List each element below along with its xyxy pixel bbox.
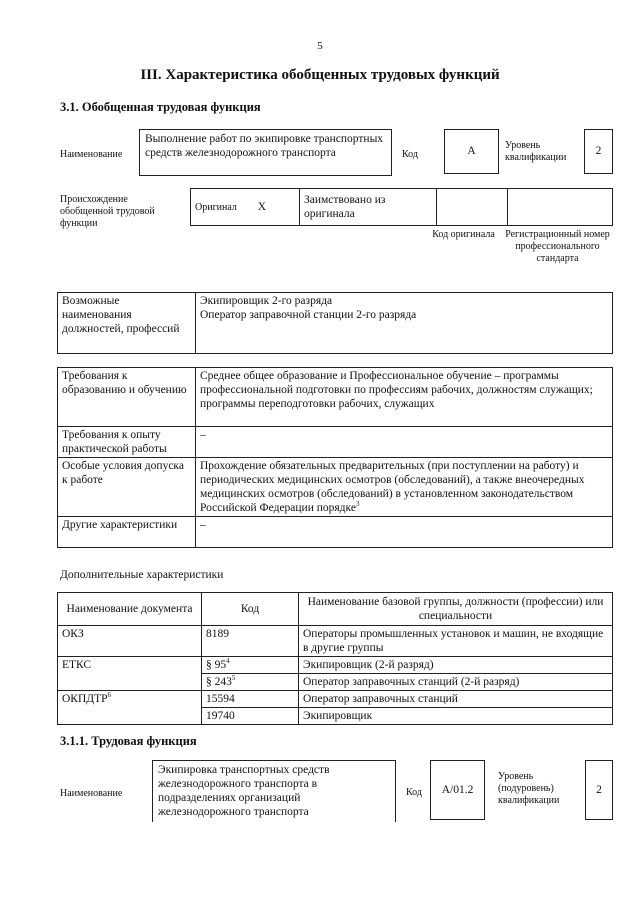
footnote-ref: 4 xyxy=(226,657,230,666)
etks-name: Экипировщик (2-й разряд) xyxy=(299,657,613,674)
etks-doc: ЕТКС xyxy=(58,657,202,691)
tf-name-label: Наименование xyxy=(60,788,123,799)
okpdtr-doc: ОКПДТР xyxy=(62,693,108,705)
gtf-code-value: А xyxy=(444,129,499,174)
gtf-level-label: Уровень квалификации xyxy=(505,140,567,163)
original-mark: Х xyxy=(257,201,267,213)
col-header-name: Наименование базовой группы, должности (профессии) или специальности xyxy=(299,593,613,626)
original-label: Оригинал xyxy=(195,202,237,213)
okz-doc: ОКЗ xyxy=(58,626,202,657)
borrowed-label: Заимствовано из оригинала xyxy=(300,189,437,226)
requirements-table xyxy=(57,367,613,548)
okz-name: Операторы промышленных установок и машин, не входящие в другие группы xyxy=(299,626,613,657)
gtf-level-value: 2 xyxy=(584,129,613,174)
page-number: 5 xyxy=(317,40,323,52)
gtf-code-label: Код xyxy=(402,149,418,160)
col-header-code: Код xyxy=(202,593,299,626)
gtf-name-value: Выполнение работ по экипировке транспортных средств железнодорожного транспорта xyxy=(139,129,392,176)
table-row xyxy=(58,657,613,674)
position-item: Оператор заправочной станции 2-го разряда xyxy=(200,309,417,321)
tf-name-value: Экипировка транспортных средств железнодорожного транспорта в подразделениях организаций железнодорожного транспорта xyxy=(152,760,396,822)
req-other-label: Другие характеристики xyxy=(58,517,196,548)
tf-code-label: Код xyxy=(406,787,422,798)
req-experience-label: Требования к опыту практической работы xyxy=(58,427,196,458)
positions-table xyxy=(57,292,613,354)
req-admission-value: Прохождение обязательных предварительных (при поступлении на работу) и периодических медицинских осмотров (обследований), а также внеочередных медицинских осмотров (обследований) в установленном законодательством Российской Федерации порядке xyxy=(200,460,585,514)
section-title: III. Характеристика обобщенных трудовых функций xyxy=(140,67,500,83)
footnote-ref: 3 xyxy=(355,500,360,509)
req-admission-label: Особые условия допуска к работе xyxy=(58,458,196,517)
col-header-document: Наименование документа xyxy=(58,593,202,626)
okpdtr-name: Оператор заправочных станций xyxy=(299,691,613,708)
origin-table xyxy=(190,188,613,226)
okz-code: 8189 xyxy=(202,626,299,657)
gtf-origin-label: Происхождение обобщенной трудовой функции xyxy=(60,194,155,229)
table-row xyxy=(58,691,613,708)
okpdtr-code: 15594 xyxy=(202,691,299,708)
req-experience-value: – xyxy=(196,427,613,458)
footnote-ref: 6 xyxy=(107,691,112,700)
table-row xyxy=(58,626,613,657)
gtf-heading: 3.1. Обобщенная трудовая функция xyxy=(60,100,261,114)
tf-level-value: 2 xyxy=(585,760,613,820)
okpdtr-name: Экипировщик xyxy=(299,708,613,725)
orig-code-cell xyxy=(437,189,508,226)
etks-code: § 95 xyxy=(206,659,227,671)
etks-code: § 243 xyxy=(206,676,232,688)
req-education-value: Среднее общее образование и Профессиональное обучение – программы профессиональной подготовки по профессиям рабочих, должностям служащих; программы переподготовки рабочих, служащих xyxy=(196,368,613,427)
footnote-ref: 5 xyxy=(231,674,236,683)
reg-number-cell xyxy=(508,189,613,226)
gtf-name-label: Наименование xyxy=(60,149,123,160)
position-item: Экипировщик 2-го разряда xyxy=(200,295,333,307)
reg-number-label: Регистрационный номер профессионального стандарта xyxy=(505,229,610,264)
tf-code-value: А/01.2 xyxy=(430,760,485,820)
okpdtr-code: 19740 xyxy=(202,708,299,725)
req-other-value: – xyxy=(196,517,613,548)
tf-level-label: Уровень (подуровень) квалификации xyxy=(498,771,560,806)
additional-table xyxy=(57,592,613,725)
tf-heading: 3.1.1. Трудовая функция xyxy=(60,734,197,748)
req-education-label: Требования к образованию и обучению xyxy=(58,368,196,427)
etks-name: Оператор заправочных станций (2-й разряд) xyxy=(299,674,613,691)
additional-heading: Дополнительные характеристики xyxy=(60,569,224,581)
positions-label: Возможные наименования должностей, профессий xyxy=(58,293,196,354)
orig-code-label: Код оригинала xyxy=(432,229,495,240)
